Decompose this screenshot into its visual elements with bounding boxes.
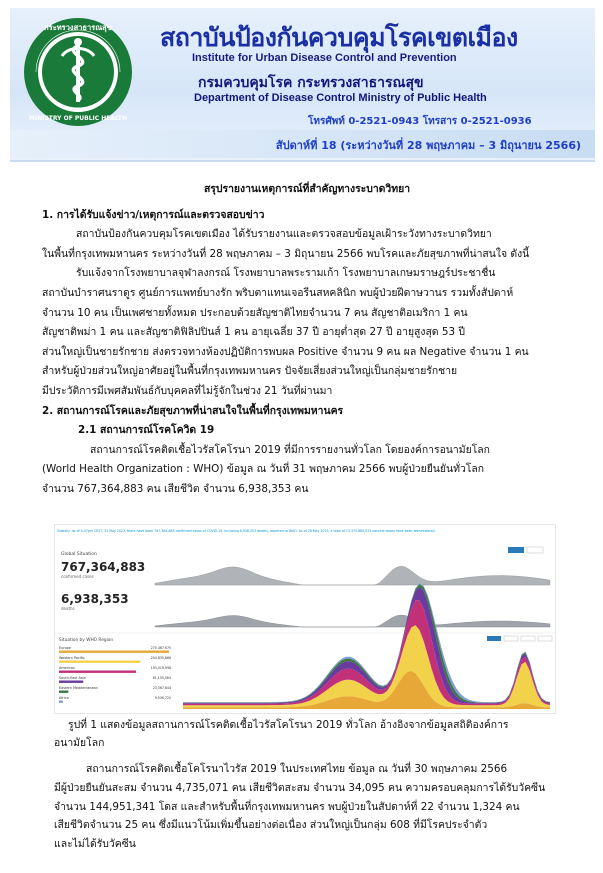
dashboard-toggle-button[interactable] [508, 547, 524, 553]
region-toggle-button[interactable] [504, 636, 518, 641]
paragraph-4-line: เสียชีวิตจำนวน 25 คน ซึ่งมีแนวโน้มเพิ่มขึ้นอย่างต่อเนื่อง ส่วนใหญ่เป็นกลุ่ม 608 ที่มีโรคประจำตัว [54, 819, 488, 832]
figure-caption [54, 716, 584, 752]
region-row [59, 646, 171, 653]
region-bar [59, 651, 169, 653]
section-2-title: 2. สถานการณ์โรคและภัยสุขภาพที่น่าสนใจในพื้นที่กรุงเทพมหานคร [42, 404, 344, 417]
paragraph-2-line: มีประวัติการมีเพศสัมพันธ์กับบุคคลที่ไม่รู้จักในช่วง 21 วันที่ผ่านมา [42, 384, 333, 397]
institute-title-english: Institute for Urban Disease Control and Prevention [192, 52, 457, 64]
figure-caption-line: รูปที่ 1 แสดงข้อมูลสถานการณ์โรคติดเชื้อไวรัสโคโรนา 2019 ทั่วโลก อ้างอิงจากข้อมูลสถิติองค์การ [68, 719, 509, 731]
paragraph-2-line: รับแจ้งจากโรงพยาบาลจุฬาลงกรณ์ โรงพยาบาลพระรามเก้า โรงพยาบาลเกษมราษฎร์ประชาชื่น [76, 267, 496, 280]
region-name: Americas [59, 666, 75, 670]
region-toggle-button[interactable] [521, 636, 535, 641]
letterhead [10, 8, 595, 162]
paragraph-4-line: มีผู้ป่วยยืนยันสะสม จำนวน 4,735,071 คน เสียชีวิตสะสม จำนวน 34,095 คน ความครอบคลุมการได้รับวัคซีน [54, 781, 546, 794]
region-value: 193,019,998 [150, 666, 171, 670]
region-name: Western Pacific [59, 656, 85, 660]
paragraph-4-line: และไม่ได้รับวัคซีน [54, 838, 136, 851]
region-stacked-area-chart [183, 583, 550, 709]
region-name: Africa [59, 696, 69, 700]
report-body [42, 180, 572, 500]
region-toggle-button[interactable] [487, 636, 501, 641]
department-title-thai: กรมควบคุมโรค กระทรวงสาธารณสุข [198, 75, 424, 91]
region-row [59, 696, 171, 703]
paragraph-2-line: สถาบันบำราศนราดูร ศูนย์การแพทย์บางรัก พริบตาแทนเจอรีนสหคลินิก พบผู้ป่วยฝีดาษวานร รวมทั้งสัปดาห์ [42, 286, 514, 299]
report-week: สัปดาห์ที่ 18 (ระหว่างวันที่ 28 พฤษภาคม – 3 มิถุนายน 2566) [275, 139, 581, 152]
region-bar [59, 661, 140, 663]
region-row [59, 666, 171, 673]
who-dashboard-svg [55, 525, 555, 713]
who-dashboard-figure [54, 524, 556, 714]
paragraph-4-line: จำนวน 144,951,341 โดส และสำหรับพื้นที่กรุงเทพมหานคร พบผู้ป่วยในสัปดาห์ที่ 22 จำนวน 1,324 คน [54, 800, 520, 813]
region-bar [59, 691, 68, 693]
region-toggle-button[interactable] [538, 636, 552, 641]
report-heading: สรุปรายงานเหตุการณ์ที่สำคัญทางระบาดวิทยา [203, 183, 411, 195]
region-value: 61,155,564 [152, 676, 171, 680]
region-bar [59, 701, 63, 703]
region-value: 23,367,844 [152, 686, 171, 690]
section-2-1-title: 2.1 สถานการณ์โรคโควิด 19 [78, 424, 215, 437]
paragraph-2-line: สำหรับผู้ป่วยส่วนใหญ่อาศัยอยู่ในพื้นที่กรุงเทพมหานคร ปัจจัยเสี่ยงส่วนใหญ่เป็นกลุ่มชายรักชาย [42, 365, 458, 378]
week-band [10, 130, 595, 158]
deaths-value: 6,938,353 [61, 592, 129, 606]
region-name: South-East Asia [59, 676, 86, 680]
paragraph-2-line: ส่วนใหญ่เป็นชายรักชาย ส่งตรวจทางห้องปฏิบัติการพบผล Positive จำนวน 9 คน ผล Negative จำนวน 1 คน [42, 345, 529, 358]
region-row [59, 676, 171, 683]
paragraph-1-line: สถาบันป้องกันควบคุมโรคเขตเมือง ได้รับรายงานและตรวจสอบข้อมูลเฝ้าระวังทางระบาดวิทยา [76, 228, 492, 241]
region-value: 9,536,720 [154, 696, 171, 700]
region-value: 204,835,866 [150, 656, 171, 660]
institute-title-thai: สถาบันป้องกันควบคุมโรคเขตเมือง [160, 23, 518, 52]
paragraph-3-line: (World Health Organization : WHO) ข้อมูล ณ วันที่ 31 พฤษภาคม 2566 พบผู้ป่วยยืนยันทั่วโลก [42, 463, 485, 476]
paragraph-2-line: จำนวน 10 คน เป็นเพศชายทั้งหมด ประกอบด้วยสัญชาติไทยจำนวน 7 คน สัญชาติอเมริกา 1 คน [42, 306, 468, 319]
deaths-area-chart [155, 615, 550, 627]
region-bar-list [59, 646, 171, 703]
region-name: Eastern Mediterranean [59, 686, 98, 690]
paragraph-4-line: สถานการณ์โรคติดเชื้อโคโรนาไวรัส 2019 ในประเทศไทย ข้อมูล ณ วันที่ 30 พฤษภาคม 2566 [86, 763, 508, 775]
region-row [59, 686, 171, 693]
region-row [59, 656, 171, 663]
region-value: 275,467,675 [150, 646, 171, 650]
contact-phone-fax: โทรศัพท์ 0-2521-0943 โทรสาร 0-2521-0936 [308, 116, 532, 127]
ministry-of-public-health-logo-icon [22, 16, 134, 128]
region-section-label: Situation by WHO Region [59, 638, 114, 643]
dashboard-banner-text: Globally, as of 4:47pm CEST, 31 May 2023, there have been 767,364,883 confirmed cases of COVID-19, including 6,938,353 deaths, reported to WHO. As of 28 May 2023, a total of 13,375,880,523 vaccine doses have been administered. [57, 529, 436, 533]
paragraph-2-line: สัญชาติพม่า 1 คน และสัญชาติฟิลิปปินส์ 1 คน อายุเฉลี่ย 37 ปี อายุต่ำสุด 27 ปี อายุสูงสุด 53 ปี [42, 326, 465, 339]
paragraph-3-line: สถานการณ์โรคติดเชื้อไวรัสโคโรนา 2019 ที่มีการรายงานทั่วโลก โดยองค์การอนามัยโลก [90, 443, 490, 456]
department-title-english: Department of Disease Control Ministry of Public Health [194, 92, 487, 104]
confirmed-cases-value: 767,364,883 [61, 560, 146, 574]
figure-caption-line: อนามัยโลก [54, 737, 105, 749]
logo-text-bottom: MINISTRY OF PUBLIC HEALTH [29, 115, 127, 122]
cases-area-chart [155, 566, 550, 585]
confirmed-cases-label: confirmed cases [61, 574, 94, 579]
dashboard-toggle-button[interactable] [527, 547, 543, 553]
section-1-title: 1. การได้รับแจ้งข่าว/เหตุการณ์และตรวจสอบข่าว [42, 208, 265, 221]
region-name: Europe [59, 646, 71, 650]
logo-text-top: กระทรวงสาธารณสุข [44, 23, 112, 32]
global-situation-label: Global Situation [61, 552, 97, 557]
deaths-label: deaths [61, 606, 75, 611]
region-bar [59, 671, 136, 673]
thailand-situation-paragraph [54, 760, 574, 854]
region-bar [59, 681, 83, 683]
paragraph-1-line: ในพื้นที่กรุงเทพมหานคร ระหว่างวันที่ 28 พฤษภาคม – 3 มิถุนายน 2566 พบโรคและภัยสุขภาพที่น่าสนใจ ดังนี้ [42, 247, 530, 260]
paragraph-3-line: จำนวน 767,364,883 คน เสียชีวิต จำนวน 6,938,353 คน [42, 482, 309, 495]
